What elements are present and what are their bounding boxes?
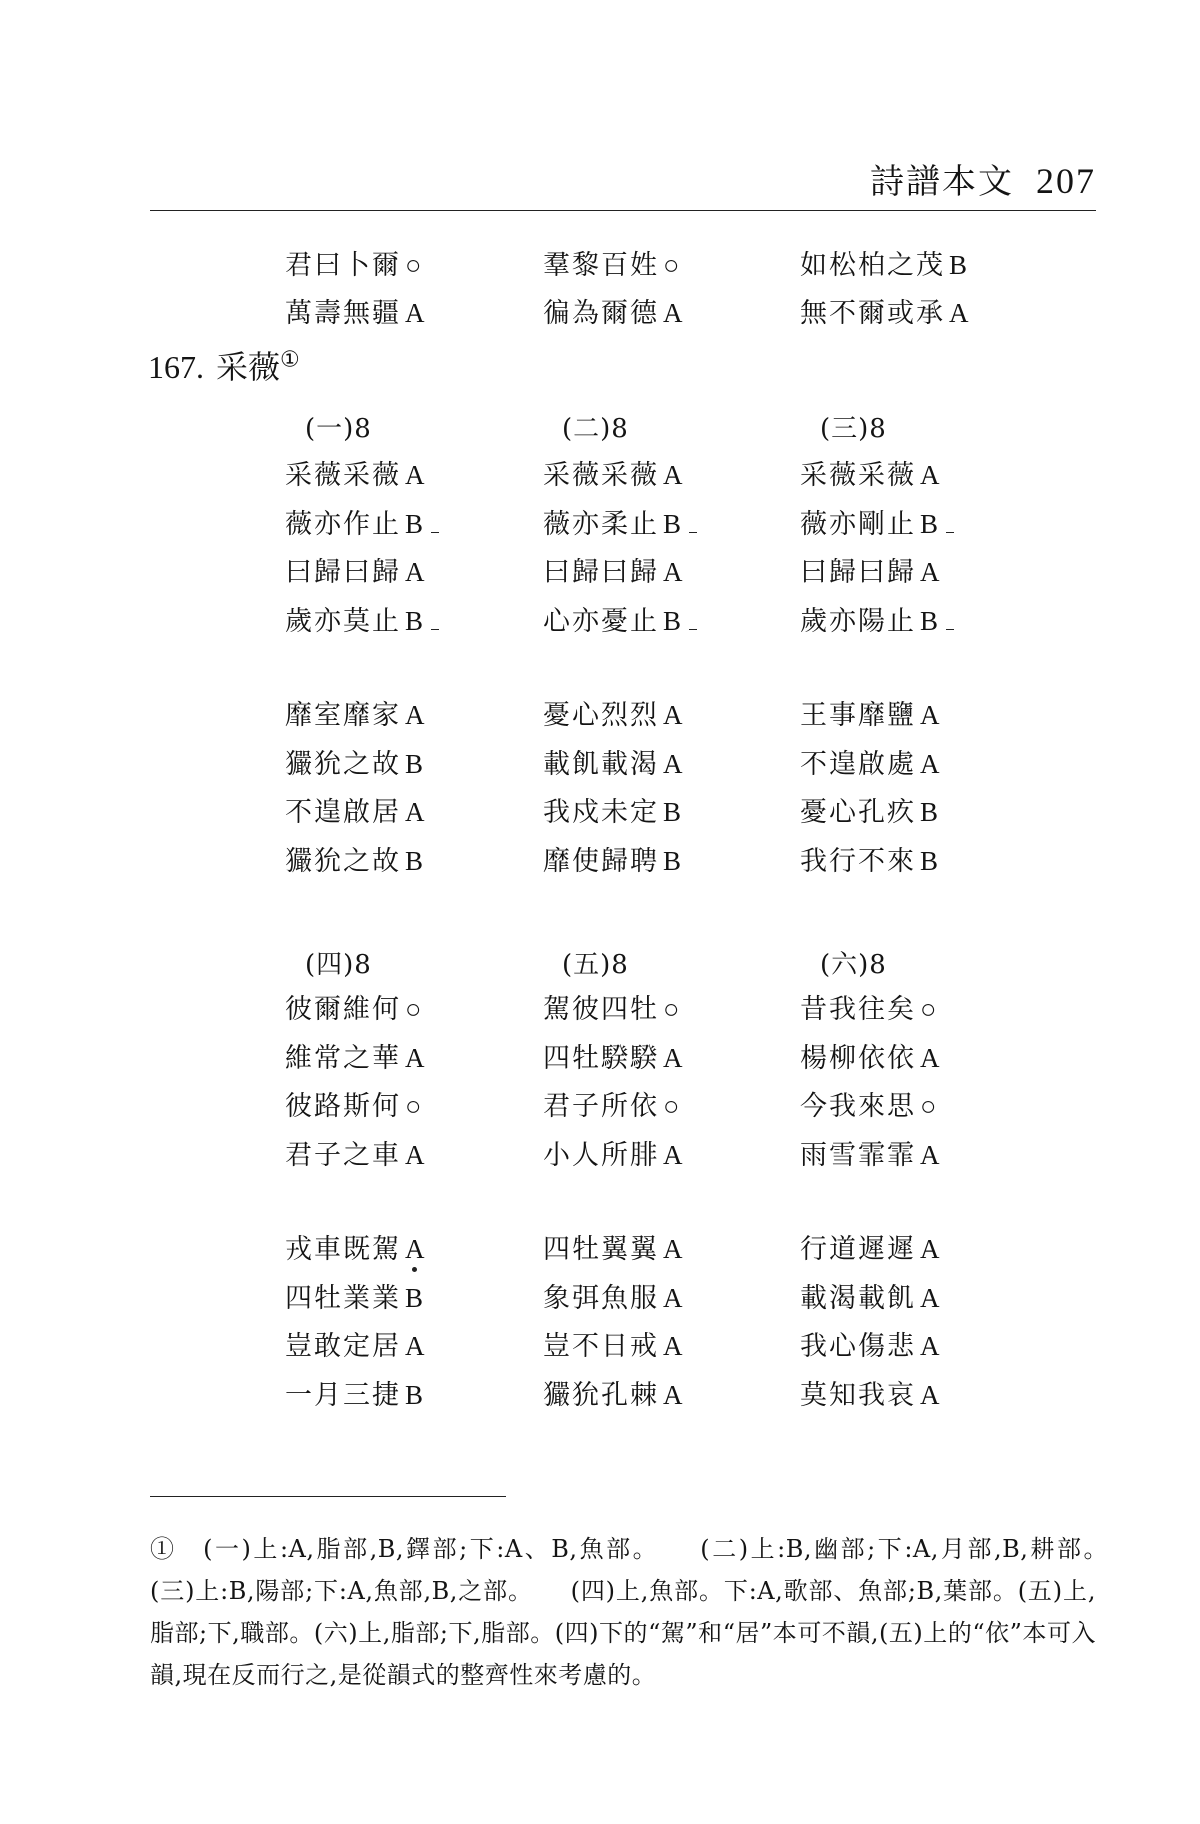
rhyme-mark: A — [920, 557, 942, 587]
rhyme-mark: A — [663, 1139, 685, 1170]
rhyme-mark: B — [405, 508, 426, 539]
rhyme-mark: A — [920, 1042, 942, 1073]
verse-line — [543, 1089, 681, 1124]
verse-text: 無不爾或承 — [800, 298, 945, 329]
rhyme-mark: B — [949, 250, 970, 280]
verse-text: 豈敢定居 — [285, 1331, 401, 1362]
rhyme-mark: A — [405, 700, 427, 730]
rhyme-mark: A — [920, 700, 942, 730]
verse-line — [543, 296, 685, 331]
rhyme-mark: B — [920, 605, 941, 636]
stanza-label: (六)8 — [820, 950, 887, 980]
verse-line — [800, 604, 940, 639]
rhyme-mark: A — [405, 797, 427, 827]
verse-line — [800, 1041, 942, 1076]
rhyme-mark: A — [920, 460, 942, 490]
footnote-ref: ① — [280, 347, 300, 373]
rhyme-mark: ○ — [405, 250, 424, 280]
rhyme-mark: A — [663, 1331, 685, 1361]
verse-line — [800, 795, 940, 830]
verse-text: 歲亦莫止 — [285, 605, 401, 637]
rhyme-mark: A — [405, 1139, 427, 1170]
verse-text: 靡使歸聘 — [543, 845, 659, 877]
rhyme-mark: ○ — [663, 1091, 682, 1121]
verse-line — [543, 555, 685, 590]
verse-line — [285, 992, 423, 1027]
verse-line — [543, 1138, 685, 1173]
verse-text: 君子之車 — [285, 1139, 401, 1171]
verse-text: 萬壽無疆 — [285, 298, 401, 329]
rhyme-mark: B — [663, 845, 684, 876]
verse-line — [285, 555, 427, 590]
verse-text: 心亦憂止 — [543, 605, 659, 637]
rhyme-mark: A — [405, 298, 427, 328]
rhyme-mark: ○ — [663, 250, 682, 280]
verse-line — [285, 507, 425, 542]
verse-text: 我戍未定 — [543, 797, 659, 828]
verse-text: 駕彼四牡 — [543, 994, 659, 1025]
verse-text: 昔我往矣 — [800, 994, 916, 1025]
verse-line — [800, 296, 971, 331]
verse-line — [285, 1232, 427, 1267]
rhyme-mark: A — [663, 298, 685, 328]
verse-line — [285, 1089, 423, 1124]
stanza-label: (二)8 — [562, 414, 629, 444]
verse-text: 采薇采薇 — [285, 460, 401, 491]
page-header — [150, 148, 1096, 211]
verse-line — [800, 555, 942, 590]
verse-line — [285, 1138, 427, 1173]
verse-line — [800, 1329, 942, 1364]
verse-line — [285, 1329, 427, 1364]
verse-text: 君曰卜爾 — [285, 250, 401, 281]
verse-text: 靡室靡家 — [285, 700, 401, 731]
verse-text: 載飢載渴 — [543, 748, 659, 780]
verse-line — [543, 458, 685, 493]
stanza-label: (四)8 — [305, 950, 372, 980]
verse-text: 曰歸曰歸 — [543, 557, 659, 588]
poem-number: 167. — [148, 349, 204, 385]
verse-line — [285, 1281, 425, 1316]
rhyme-mark: B — [405, 748, 426, 779]
rhyme-mark: A — [405, 1234, 427, 1264]
rhyme-mark: B — [920, 508, 941, 539]
verse-text: 戎車既駕 — [285, 1234, 401, 1265]
rhyme-mark: A — [663, 1282, 685, 1313]
verse-line — [285, 296, 427, 331]
rhyme-mark: B — [920, 845, 941, 876]
verse-text: 四牡騤騤 — [543, 1042, 659, 1074]
verse-text: 我行不來 — [800, 845, 916, 877]
rhyme-mark: B — [405, 845, 426, 876]
rhyme-mark: B — [663, 508, 684, 539]
verse-line — [285, 698, 427, 733]
verse-text: 憂心烈烈 — [543, 700, 659, 731]
rhyme-mark: A — [405, 557, 427, 587]
verse-text: 載渴載飢 — [800, 1282, 916, 1314]
verse-line — [543, 747, 685, 782]
stanza-label: (一)8 — [305, 414, 372, 444]
verse-text: 豈不日戒 — [543, 1331, 659, 1362]
verse-line — [800, 992, 938, 1027]
verse-line — [800, 1232, 942, 1267]
verse-text: 象弭魚服 — [543, 1282, 659, 1314]
verse-line — [800, 698, 942, 733]
verse-line — [543, 1378, 685, 1413]
verse-text: 今我來思 — [800, 1091, 916, 1122]
verse-text: 薇亦柔止 — [543, 508, 659, 540]
verse-line — [800, 458, 942, 493]
rhyme-mark: A — [663, 1379, 685, 1410]
rhyme-mark: A — [920, 1379, 942, 1410]
verse-text: 一月三捷 — [285, 1379, 401, 1411]
verse-text: 不遑啟處 — [800, 748, 916, 780]
verse-line — [800, 1378, 942, 1413]
rhyme-mark: A — [920, 1139, 942, 1170]
verse-text: 薇亦剛止 — [800, 508, 916, 540]
verse-line — [285, 1041, 427, 1076]
poem-title-text: 采薇 — [216, 348, 281, 386]
verse-text: 不遑啟居 — [285, 797, 401, 828]
verse-line — [543, 1281, 685, 1316]
rhyme-mark: B — [920, 797, 941, 827]
verse-line — [800, 844, 940, 879]
rhyme-mark: A — [920, 1234, 942, 1264]
verse-line — [543, 248, 681, 283]
stanza-label: (五)8 — [562, 950, 629, 980]
verse-line — [543, 844, 683, 879]
rhyme-mark: A — [920, 1331, 942, 1361]
verse-line — [285, 248, 423, 283]
verse-text: 四牡翼翼 — [543, 1234, 659, 1265]
rhyme-mark: A — [920, 1282, 942, 1313]
rhyme-mark: ○ — [405, 994, 424, 1024]
rhyme-mark: ○ — [920, 1091, 939, 1121]
verse-text: 雨雪霏霏 — [800, 1139, 916, 1171]
rhyme-mark: A — [663, 1042, 685, 1073]
verse-line — [285, 604, 425, 639]
rhyme-mark: A — [663, 748, 685, 779]
poem-title — [148, 342, 300, 388]
rhyme-mark: A — [663, 460, 685, 490]
rhyme-mark: A — [663, 557, 685, 587]
verse-text: 憂心孔疚 — [800, 797, 916, 828]
verse-line — [543, 698, 685, 733]
verse-text: 王事靡鹽 — [800, 700, 916, 731]
verse-text: 彼路斯何 — [285, 1091, 401, 1122]
verse-line — [800, 248, 969, 283]
verse-line — [285, 1378, 425, 1413]
stanza-label: (三)8 — [820, 414, 887, 444]
rhyme-mark: A — [405, 460, 427, 490]
verse-text: 玁狁之故 — [285, 748, 401, 780]
rhyme-mark: B — [663, 605, 684, 636]
rhyme-mark: A — [663, 1234, 685, 1264]
verse-line — [800, 1281, 942, 1316]
rhyme-mark: ○ — [663, 994, 682, 1024]
verse-line — [543, 1041, 685, 1076]
verse-text: 如松柏之茂 — [800, 250, 945, 281]
verse-text: 小人所腓 — [543, 1139, 659, 1171]
verse-text: 行道遲遲 — [800, 1234, 916, 1265]
verse-text: 玁狁之故 — [285, 845, 401, 877]
running-title — [870, 154, 1096, 203]
verse-line — [800, 1089, 938, 1124]
verse-text: 采薇采薇 — [543, 460, 659, 491]
verse-line — [800, 747, 942, 782]
rhyme-mark: B — [405, 1282, 426, 1313]
rhyme-mark: ○ — [920, 994, 939, 1024]
verse-line — [543, 604, 683, 639]
verse-line — [285, 795, 427, 830]
verse-text: 楊柳依依 — [800, 1042, 916, 1074]
rhyme-mark: A — [920, 748, 942, 779]
verse-line — [543, 795, 683, 830]
verse-line — [800, 1138, 942, 1173]
verse-text: 我心傷悲 — [800, 1331, 916, 1362]
verse-text: 采薇采薇 — [800, 460, 916, 491]
rhyme-mark: A — [663, 700, 685, 730]
verse-line — [285, 747, 425, 782]
verse-text: 維常之華 — [285, 1042, 401, 1074]
verse-text: 薇亦作止 — [285, 508, 401, 540]
verse-text: 四牡業業 — [285, 1282, 401, 1314]
rhyme-mark: A — [405, 1042, 427, 1073]
rhyme-mark: B — [405, 1379, 426, 1410]
footnote-text: ① (一)上:A,脂部,B,鐸部;下:A、B,魚部。 (二)上:B,幽部;下:A,月部,B,耕部。 (三)上:B,陽部;下:A,魚部,B,之部。 (四)上,魚部。下:A,歌部、魚部;B,葉部。(五)上,脂部;下,職部。(六)上,脂部;下,脂部。(四)下的“駕”和“居”本可不韻,(五)上的“依”本可入韻,現在反而行之,是從韻式的整齊性來考慮的。 — [150, 1535, 1145, 1689]
verse-line — [543, 1232, 685, 1267]
footnote — [150, 1528, 1145, 1696]
verse-text: 羣黎百姓 — [543, 250, 659, 281]
verse-line — [543, 507, 683, 542]
rhyme-mark: B — [663, 797, 684, 827]
verse-text: 曰歸曰歸 — [800, 557, 916, 588]
verse-text: 君子所依 — [543, 1091, 659, 1122]
verse-line — [285, 458, 427, 493]
verse-line — [543, 1329, 685, 1364]
verse-text: 莫知我哀 — [800, 1379, 916, 1411]
verse-line — [285, 844, 425, 879]
verse-text: 彼爾維何 — [285, 994, 401, 1025]
verse-text: 徧為爾德 — [543, 298, 659, 329]
rhyme-mark: A — [405, 1331, 427, 1361]
verse-text: 歲亦陽止 — [800, 605, 916, 637]
rhyme-mark: A — [949, 298, 971, 328]
running-title-text: 詩譜本文 — [870, 162, 1014, 202]
verse-line — [800, 507, 940, 542]
verse-text: 曰歸曰歸 — [285, 557, 401, 588]
page-number: 207 — [1036, 161, 1096, 201]
verse-line — [543, 992, 681, 1027]
footnote-divider — [150, 1496, 506, 1497]
rhyme-mark: ○ — [405, 1091, 424, 1121]
verse-text: 玁狁孔棘 — [543, 1379, 659, 1411]
rhyme-mark: B — [405, 605, 426, 636]
